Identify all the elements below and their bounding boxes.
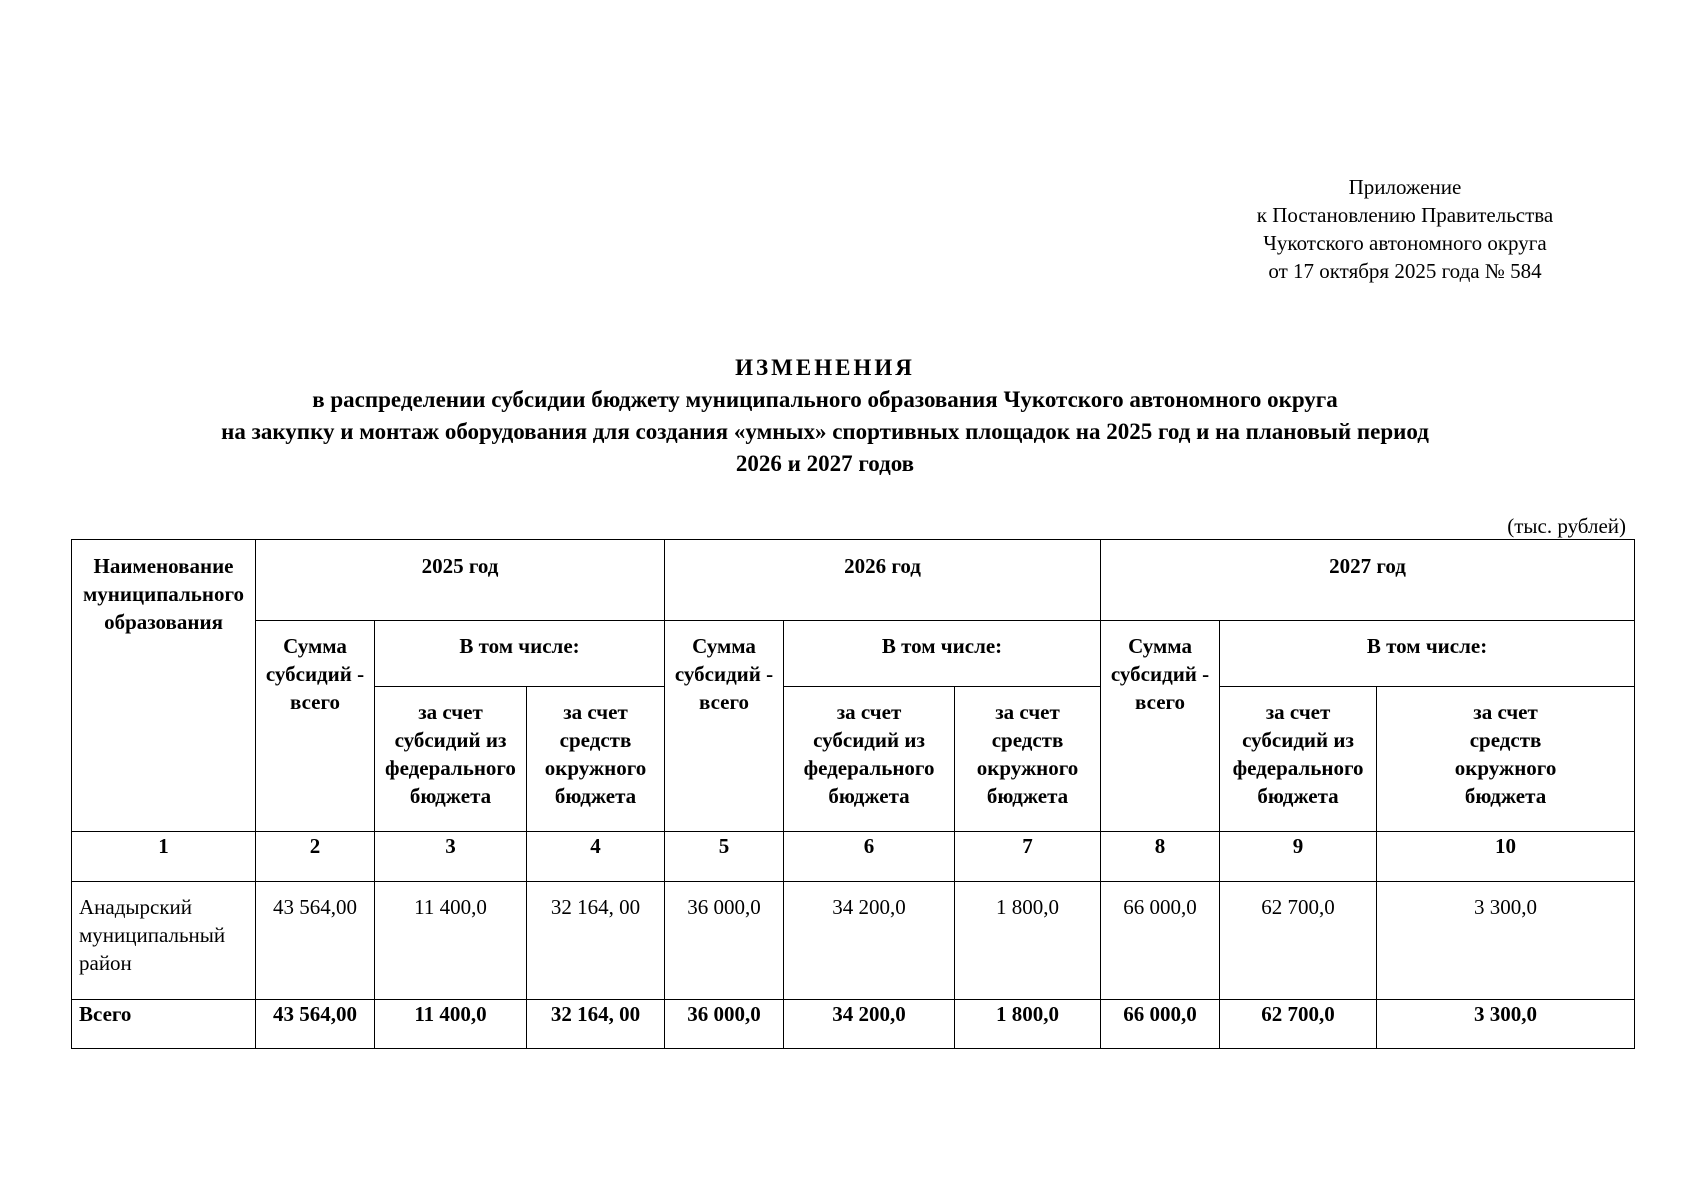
header-text: бюджета: [1257, 784, 1339, 808]
document-subtitle-line: в распределении субсидии бюджету муниципального образования Чукотского автономного округа: [312, 387, 1338, 412]
header-text: средств: [991, 728, 1064, 752]
header-text: за счет: [1265, 700, 1331, 724]
column-number: 4: [527, 832, 665, 882]
header-text: окружного: [976, 756, 1079, 780]
header-district-2025: [527, 687, 665, 832]
cell-text: муниципальный: [79, 923, 226, 947]
header-text: федерального: [385, 756, 516, 780]
column-number: 6: [784, 832, 955, 882]
units-label: (тыс. рублей): [1507, 514, 1626, 538]
header-including-2026: В том числе:: [784, 621, 1101, 687]
header-text: средств: [1469, 728, 1542, 752]
header-text: бюджета: [554, 784, 637, 808]
header-total-2026: [665, 621, 784, 832]
table-cell: 34 200,0: [784, 882, 955, 1000]
table-row: [72, 882, 1635, 1000]
header-total-2027: [1101, 621, 1220, 832]
total-cell: 3 300,0: [1377, 1000, 1635, 1049]
header-text: субсидий -: [674, 662, 774, 686]
column-number: 1: [72, 832, 256, 882]
header-including-2027: В том числе:: [1220, 621, 1635, 687]
header-text: за счет: [563, 700, 628, 724]
header-year-2027: 2027 год: [1101, 540, 1635, 621]
header-text: Сумма: [1128, 634, 1192, 658]
appendix-block: [1220, 173, 1590, 285]
header-row-groups: [72, 621, 1635, 687]
appendix-line: Чукотского автономного округа: [1263, 231, 1547, 255]
appendix-line: Приложение: [1348, 175, 1462, 199]
header-text: образования: [104, 610, 223, 634]
header-text: субсидий из: [1242, 728, 1354, 752]
header-district-2027: [1377, 687, 1635, 832]
municipality-name: [72, 882, 256, 1000]
header-text: субсидий -: [265, 662, 365, 686]
table-cell: 1 800,0: [955, 882, 1101, 1000]
cell-text: район: [79, 951, 132, 975]
header-text: субсидий из: [394, 728, 507, 752]
column-number: 8: [1101, 832, 1220, 882]
header-text: субсидий -: [1110, 662, 1210, 686]
header-text: Сумма: [283, 634, 347, 658]
total-cell: 36 000,0: [665, 1000, 784, 1049]
table-cell: 11 400,0: [375, 882, 527, 1000]
header-text: субсидий из: [813, 728, 925, 752]
column-number-row: [72, 832, 1635, 882]
header-text: федерального: [803, 756, 935, 780]
header-federal-2026: [784, 687, 955, 832]
header-municipality: [72, 540, 256, 832]
appendix-line: от 17 октября 2025 года № 584: [1268, 259, 1542, 283]
header-federal-2025: [375, 687, 527, 832]
header-text: бюджета: [409, 784, 492, 808]
total-cell: 43 564,00: [256, 1000, 375, 1049]
document-title: ИЗМЕНЕНИЯ: [735, 355, 915, 380]
header-text: бюджета: [1464, 784, 1547, 808]
column-number: 5: [665, 832, 784, 882]
total-label: Всего: [72, 1000, 256, 1049]
total-cell: 34 200,0: [784, 1000, 955, 1049]
document-subtitle-line: 2026 и 2027 годов: [735, 451, 915, 476]
header-text: всего: [1135, 690, 1186, 714]
header-total-2025: [256, 621, 375, 832]
total-cell: 32 164, 00: [527, 1000, 665, 1049]
header-text: Сумма: [692, 634, 756, 658]
header-year-2025: 2025 год: [256, 540, 665, 621]
table-cell: 3 300,0: [1377, 882, 1635, 1000]
header-year-2026: 2026 год: [665, 540, 1101, 621]
header-district-2026: [955, 687, 1101, 832]
document-subtitle-line: на закупку и монтаж оборудования для создания «умных» спортивных площадок на 2025 год и на плановый период: [221, 419, 1429, 444]
header-text: средств: [559, 728, 632, 752]
header-text: за счет: [1473, 700, 1538, 724]
table-cell: 32 164, 00: [527, 882, 665, 1000]
header-text: всего: [699, 690, 750, 714]
column-number: 2: [256, 832, 375, 882]
column-number: 9: [1220, 832, 1377, 882]
table-cell: 62 700,0: [1220, 882, 1377, 1000]
header-text: муниципального: [83, 582, 244, 606]
table-cell: 66 000,0: [1101, 882, 1220, 1000]
header-row-years: [72, 540, 1635, 621]
cell-text: Анадырский: [79, 895, 193, 919]
total-cell: 1 800,0: [955, 1000, 1101, 1049]
appendix-line: к Постановлению Правительства: [1256, 203, 1554, 227]
document-title-block: [0, 352, 1650, 480]
column-number: 3: [375, 832, 527, 882]
header-text: окружного: [544, 756, 647, 780]
table-cell: 43 564,00: [256, 882, 375, 1000]
total-row: [72, 1000, 1635, 1049]
header-text: Наименование: [93, 554, 234, 578]
header-text: окружного: [1454, 756, 1557, 780]
header-text: за счет: [836, 700, 902, 724]
table-cell: 36 000,0: [665, 882, 784, 1000]
header-federal-2027: [1220, 687, 1377, 832]
header-text: за счет: [995, 700, 1060, 724]
header-text: бюджета: [986, 784, 1069, 808]
header-text: федерального: [1232, 756, 1364, 780]
column-number: 10: [1377, 832, 1635, 882]
total-cell: 11 400,0: [375, 1000, 527, 1049]
header-text: всего: [289, 690, 340, 714]
header-including-2025: В том числе:: [375, 621, 665, 687]
budget-table: [71, 539, 1635, 1049]
total-cell: 62 700,0: [1220, 1000, 1377, 1049]
total-cell: 66 000,0: [1101, 1000, 1220, 1049]
header-text: бюджета: [828, 784, 910, 808]
header-text: за счет: [418, 700, 483, 724]
column-number: 7: [955, 832, 1101, 882]
